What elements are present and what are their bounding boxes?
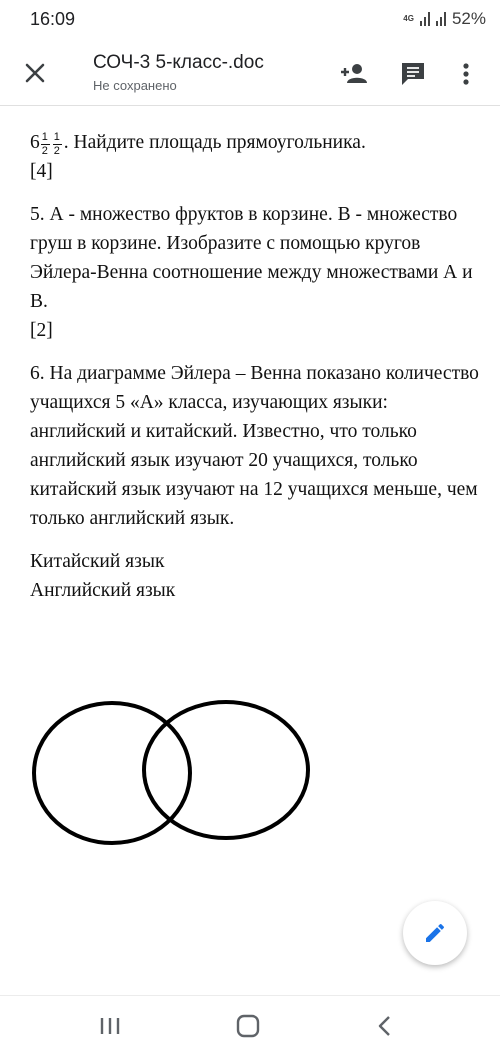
back-icon xyxy=(372,1014,398,1038)
comment-icon xyxy=(399,60,427,88)
save-status: Не сохранено xyxy=(93,78,177,93)
signal-2-icon xyxy=(436,12,446,26)
edit-pencil-icon xyxy=(423,921,447,945)
navigation-bar xyxy=(0,995,500,1055)
signal-icon xyxy=(420,12,430,26)
mixed-number-whole: 6 xyxy=(30,132,40,153)
venn-labels xyxy=(30,547,480,605)
question-5-text: 5. А - множество фруктов в корзине. В - множество груш в корзине. Изобразите с помощью кругов Эйлера-Венна соотношение между множествами А и В. xyxy=(30,204,473,312)
fraction-1-numerator: 1 xyxy=(41,131,48,143)
document-body xyxy=(30,108,480,605)
fraction-1-denominator: 2 xyxy=(41,145,48,157)
venn-circle-right xyxy=(144,702,308,838)
question-4-text: . Найдите площадь прямоугольника. xyxy=(63,132,366,153)
document-title: СОЧ-3 5-класс-.doc xyxy=(93,52,264,73)
back-button[interactable] xyxy=(372,1014,398,1038)
fraction-2-numerator: 1 xyxy=(53,131,60,143)
close-button[interactable] xyxy=(22,60,48,86)
battery-level: 52% xyxy=(451,9,486,28)
status-icons xyxy=(403,9,486,29)
fraction-2 xyxy=(52,128,64,157)
more-options-button[interactable] xyxy=(459,60,473,88)
recent-apps-button[interactable] xyxy=(97,1014,123,1038)
question-4-tail xyxy=(30,128,480,157)
question-5-points: [2] xyxy=(30,320,53,341)
status-bar xyxy=(0,0,500,38)
home-button[interactable] xyxy=(235,1014,261,1038)
edit-fab[interactable] xyxy=(403,901,467,965)
close-icon xyxy=(22,60,48,86)
recent-apps-icon xyxy=(97,1014,123,1038)
venn-diagram xyxy=(30,700,320,860)
question-6-text: 6. На диаграмме Эйлера – Венна показано количество учащихся 5 «А» класса, изучающих языки: английский и китайский. Известно, что только английский язык изучают 20 учащихся, только китайский язык изучают на 12 учащихся меньше, чем только английский язык. xyxy=(30,363,479,529)
fraction-2-denominator: 2 xyxy=(53,145,60,157)
label-english: Английский язык xyxy=(30,580,176,601)
network-type: 4G xyxy=(403,14,414,23)
home-icon xyxy=(235,1014,261,1038)
question-4-points: [4] xyxy=(30,161,53,182)
app-bar xyxy=(0,38,500,106)
share-button[interactable] xyxy=(339,60,367,88)
status-time: 16:09 xyxy=(30,9,76,29)
comment-button[interactable] xyxy=(399,60,427,88)
add-person-icon xyxy=(339,60,369,88)
more-vert-icon xyxy=(459,60,473,88)
fraction-1 xyxy=(40,128,52,157)
label-chinese: Китайский язык xyxy=(30,551,165,572)
